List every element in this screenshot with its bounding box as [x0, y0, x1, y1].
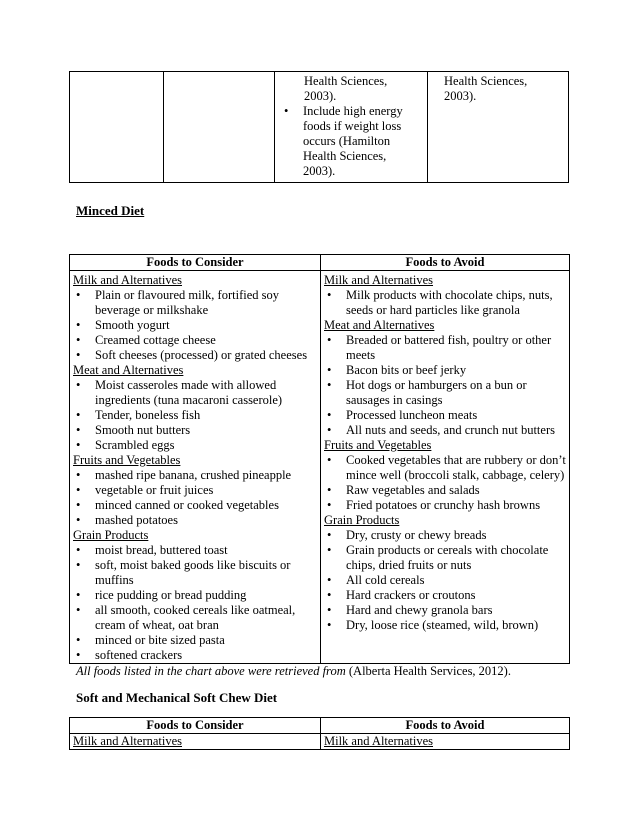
section-title-minced: Minced Diet: [76, 203, 145, 218]
recommendation-cell: [275, 72, 428, 183]
source-note-text: All foods listed in the chart above were retrieved from: [76, 664, 346, 678]
cell-text: Health Sciences, 2003).: [304, 74, 388, 103]
header-foods-to-consider: Foods to Consider: [70, 718, 321, 734]
list-item: • Hard and chewy granola bars: [324, 603, 566, 618]
list-item: • Bacon bits or beef jerky: [324, 363, 566, 378]
list-item: • Fried potatoes or crunchy hash browns: [324, 498, 566, 513]
list-item: • Plain or flavoured milk, fortified soy beverage or milkshake: [73, 288, 317, 318]
avoid-column: [321, 734, 570, 750]
list-item: • Grain products or cereals with chocolate chips, dried fruits or nuts: [324, 543, 566, 573]
list-item: • minced or bite sized pasta: [73, 633, 317, 648]
empty-cell: [70, 72, 164, 183]
category-label: Milk and Alternatives: [324, 734, 434, 748]
list-item: • Hard crackers or croutons: [324, 588, 566, 603]
bullet-list: [324, 333, 566, 438]
bullet-list: [73, 288, 317, 363]
list-item: • Tender, boneless fish: [73, 408, 317, 423]
consider-column: [70, 734, 321, 750]
list-item: • softened crackers: [73, 648, 317, 663]
empty-cell: [164, 72, 275, 183]
list-item: • Smooth nut butters: [73, 423, 317, 438]
header-foods-to-consider: Foods to Consider: [70, 255, 321, 271]
list-item: • Include high energy foods if weight loss occurs (Hamilton Health Sciences, 2003).: [281, 104, 421, 179]
list-item: • All nuts and seeds, and crunch nut butters: [324, 423, 566, 438]
list-item: • Hot dogs or hamburgers on a bun or sausages in casings: [324, 378, 566, 408]
list-item: • minced canned or cooked vegetables: [73, 498, 317, 513]
source-cell: [428, 72, 569, 183]
list-item: • rice pudding or bread pudding: [73, 588, 317, 603]
list-item: • Dry, loose rice (steamed, wild, brown): [324, 618, 566, 633]
list-item: • Dry, crusty or chewy breads: [324, 528, 566, 543]
list-item: • Cooked vegetables that are rubbery or don’t mince well (broccoli stalk, cabbage, celery): [324, 453, 566, 483]
category-label: Milk and Alternatives: [73, 273, 183, 287]
minced-diet-table: [69, 254, 570, 664]
category-label: Fruits and Vegetables: [324, 438, 432, 452]
bullet-list: [324, 453, 566, 513]
bullet-list: [324, 288, 566, 318]
avoid-column: [321, 271, 570, 664]
list-item: • Milk products with chocolate chips, nuts, seeds or hard particles like granola: [324, 288, 566, 318]
list-item: • mashed ripe banana, crushed pineapple: [73, 468, 317, 483]
category-label: Grain Products: [324, 513, 400, 527]
list-item: • All cold cereals: [324, 573, 566, 588]
header-foods-to-avoid: Foods to Avoid: [321, 718, 570, 734]
list-item: • all smooth, cooked cereals like oatmeal, cream of wheat, oat bran: [73, 603, 317, 633]
list-item: • Breaded or battered fish, poultry or other meets: [324, 333, 566, 363]
continued-table: [69, 71, 569, 183]
list-item: • moist bread, buttered toast: [73, 543, 317, 558]
bullet-list: [73, 378, 317, 453]
bullet-list: [324, 528, 566, 633]
soft-diet-table: [69, 717, 570, 750]
list-item: • mashed potatoes: [73, 513, 317, 528]
list-item: • Creamed cottage cheese: [73, 333, 317, 348]
category-label: Meat and Alternatives: [73, 363, 184, 377]
list-item: • Moist casseroles made with allowed ingredients (tuna macaroni casserole): [73, 378, 317, 408]
bullet-list: [73, 543, 317, 663]
category-label: Meat and Alternatives: [324, 318, 435, 332]
bullet-list: [281, 104, 421, 179]
cell-text: Health Sciences, 2003).: [444, 74, 528, 103]
category-label: Milk and Alternatives: [324, 273, 434, 287]
consider-column: [70, 271, 321, 664]
category-label: Fruits and Vegetables: [73, 453, 181, 467]
list-item: • soft, moist baked goods like biscuits or muffins: [73, 558, 317, 588]
header-foods-to-avoid: Foods to Avoid: [321, 255, 570, 271]
list-item: • Smooth yogurt: [73, 318, 317, 333]
list-item: • vegetable or fruit juices: [73, 483, 317, 498]
source-citation: (Alberta Health Services, 2012).: [345, 664, 511, 678]
category-label: Milk and Alternatives: [73, 734, 183, 748]
source-note: [76, 664, 511, 679]
list-item: • Raw vegetables and salads: [324, 483, 566, 498]
category-label: Grain Products: [73, 528, 149, 542]
bullet-list: [73, 468, 317, 528]
list-item: • Soft cheeses (processed) or grated cheeses: [73, 348, 317, 363]
section-title-soft: Soft and Mechanical Soft Chew Diet: [76, 690, 278, 705]
list-item: • Scrambled eggs: [73, 438, 317, 453]
list-item: • Processed luncheon meats: [324, 408, 566, 423]
